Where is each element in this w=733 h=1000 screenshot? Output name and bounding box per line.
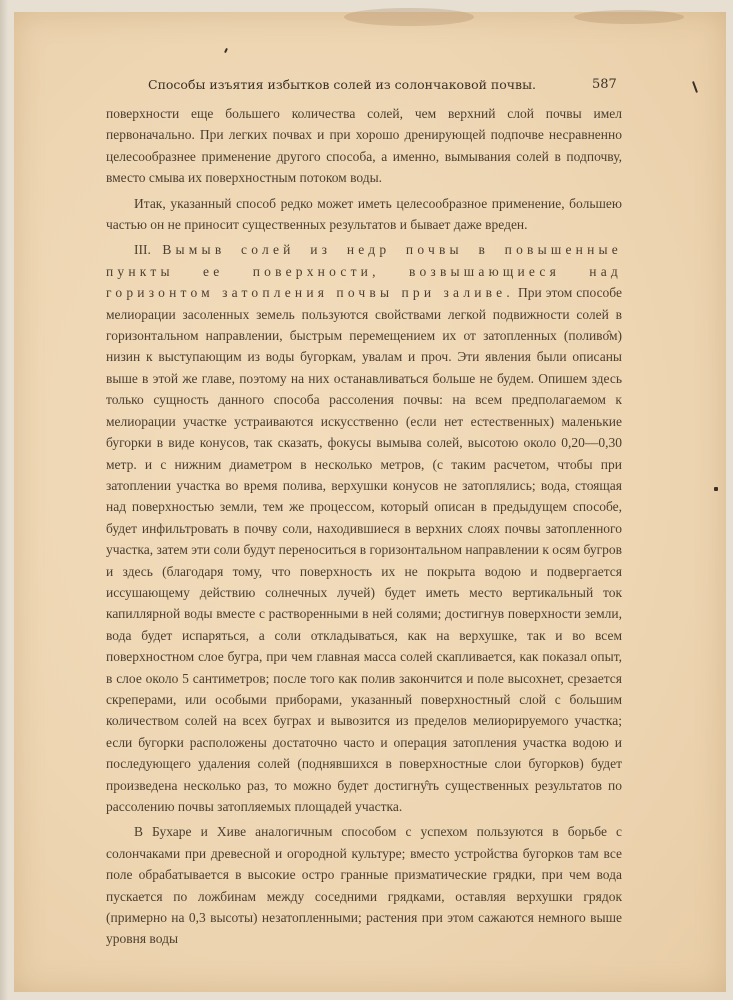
paper-stain	[344, 8, 474, 26]
body-text	[106, 103, 622, 950]
section-heading: Вымыв солей из недр почвы в повышенные пункты ее поверхности, возвышающиеся над горизонтом затопления почвы при заливе.	[106, 242, 622, 301]
paragraph-bukhara-khiva: В Бухаре и Хиве аналогичным способом с успехом пользуются в борьбе с солончаками при древесной и огородной культуре; вместо устройства бугорков там все поле обрабатывается в высокие остро гранные призматические грядки, при чем вода пускается по ложбинам между соседними грядками, оставляя верхушки грядок (примерно на 0,3 высоты) незатопленными; растения при этом сажаются немного выше уровня воды	[106, 824, 622, 947]
paragraph-continuation: поверхности еще большего количества солей, чем верхний слой почвы имел первоначально. При легких почвах и при хорошо дренирующей подпочве несравненно целесообразнее применение другого способа, а именно, вымывания солей в подпочву, вместо смыва их поверхностным потоком воды.	[106, 106, 622, 186]
page-number: 587	[592, 77, 617, 92]
paragraph-summary: Итак, указанный способ редко может иметь целесообразное применение, большею частью он не приносит существенных результатов и бывает даже вреден.	[106, 195, 622, 233]
running-title: Способы изъятия избытков солей из солончаковой почвы.	[148, 77, 536, 92]
section-numeral: III.	[134, 242, 151, 258]
section-text: При этом способе мелиорации засоленных земель пользуются свойствами легкой подвижности солей в горизонтальном направлении, быстрым перемещением их от затопленных (поливо̂м) низин к выступающим из воды бугоркам, увалам и проч. Эти явления были описаны выше в этой же главе, поэтому на них останавливаться больше не будем. Опишем здесь только сущность данного способа рассоления почвы: на всем предполагаемом к мелиорации участке устраиваются искусственно (если нет естественных) маленькие бугорки в виде конусов, так сказать, фокусы вымыва солей, высотою около 0,20—0,30 метр. и с нижним диаметром в несколько метров, (с таким расчетом, чтобы при затоплении участка во время полива, верхушки конусов не затоплялись; вода, стоящая над поверхностью земли, тем же процессом, который описан в предыдущем способе, будет инфильтровать в почву соли, находившиеся в верхних слоях почвы затопленного участка, затем эти соли будут переноситься в горизонтальном направлении к осям бугров и здесь (благодаря тому, что поверхность их не покрыта водою и подвергается иссушающему действию солнечных лучей) будет иметь место вертикальный ток капиллярной воды вместе с растворенными в ней солями; достигнув поверхности земли, вода будет испаряться, а соли откладываться, как на верхушке, так и во всем поверхностном слое бугра, при чем главная масса солей скапливается, как показал опыт, в слое около 5 сантиметров; после того как полив закончится и поле высохнет, срезается скреперами, или особыми приборами, указанный поверхностный слой с большим количеством солей на всех буграх и вывозится из пределов мелиорируемого участка; если бугорки расположены достаточно часто и операция затопления участка водою и последующего удаления солей (поднявшихся в поверхностные слои бугорков) будет произведена несколько раз, то можно будет достигну̂ть существенных результатов по рассолению почвы затопляемых площадей участка.	[106, 285, 623, 814]
ink-speck	[714, 487, 718, 491]
paragraph-method-three	[106, 239, 622, 817]
paper-stain	[574, 10, 684, 24]
